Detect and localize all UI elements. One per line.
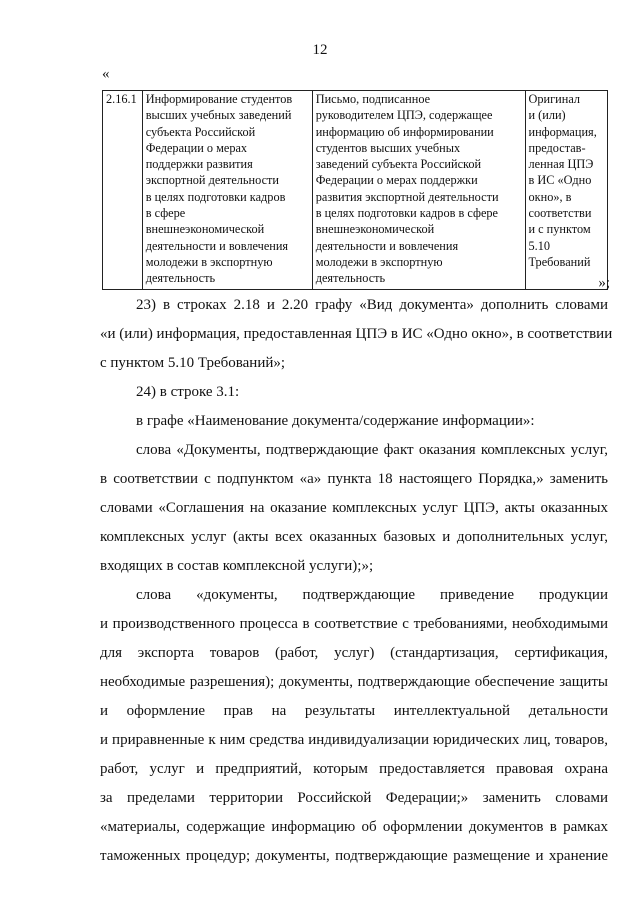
- type-line: ленная ЦПЭ: [528, 157, 594, 172]
- type-line: и с пунктом: [528, 222, 591, 237]
- row-number: 2.16.1: [106, 92, 137, 106]
- document-line: молодежи в экспортную: [315, 254, 443, 269]
- table-close-quote: »;: [598, 275, 610, 291]
- type-line: информация,: [528, 124, 597, 139]
- type-line: окно», в: [528, 189, 572, 204]
- table-row: [103, 91, 608, 290]
- name-line: поддержки развития: [145, 157, 253, 172]
- paragraph-line: слова «документы, подтверждающие приведение продукции: [136, 587, 608, 603]
- type-line: 5.10: [528, 238, 551, 253]
- paragraph-line: таможенных процедур; документы, подтверждающие размещение и хранение: [100, 848, 608, 864]
- paragraph-line: и приравненные к ним средства индивидуализации юридических лиц, товаров,: [100, 732, 608, 748]
- document-line: студентов высших учебных: [315, 140, 461, 155]
- table-open-quote: «: [102, 66, 110, 82]
- page-number: 12: [312, 42, 328, 58]
- paragraph-line: работ, услуг и предприятий, которым предоставляется правовая охрана: [100, 761, 608, 777]
- type-line: Оригинал: [528, 92, 581, 106]
- paragraph-line: «материалы, содержащие информацию об оформлении документов в рамках: [100, 819, 608, 835]
- name-line: экспортной деятельности: [145, 173, 279, 188]
- document-line: внешнеэкономической: [315, 222, 435, 237]
- row-name-cell: [142, 91, 312, 290]
- document-line: деятельности и вовлечения: [315, 238, 459, 253]
- row-number-cell: [103, 91, 143, 290]
- document-line: Письмо, подписанное: [315, 92, 431, 106]
- row-document-cell: [312, 91, 525, 290]
- row-type-cell: [525, 91, 608, 290]
- type-line: соответстви: [528, 206, 592, 221]
- paragraph-line: в графе «Наименование документа/содержание информации»:: [136, 413, 535, 429]
- paragraph-line: и оформление прав на результаты интеллектуальной детальности: [100, 703, 608, 719]
- document-line: деятельность: [315, 271, 386, 286]
- document-line: руководителем ЦПЭ, содержащее: [315, 108, 493, 123]
- paragraph-line: в соответствии с подпунктом «а» пункта 18 настоящего Порядка,» заменить: [100, 471, 608, 487]
- type-line: Требований: [528, 254, 591, 269]
- document-line: Федерации о мерах поддержки: [315, 173, 478, 188]
- document-line: информацию об информировании: [315, 124, 494, 139]
- name-line: Федерации о мерах: [145, 140, 248, 155]
- name-line: в целях подготовки кадров: [145, 189, 286, 204]
- paragraph-line: за пределами территории Российской Федерации;» заменить словами: [100, 790, 608, 806]
- name-line: субъекта Российской: [145, 124, 256, 139]
- document-line: заведений субъекта Российской: [315, 157, 482, 172]
- name-line: деятельность: [145, 271, 216, 286]
- name-line: деятельности и вовлечения: [145, 238, 289, 253]
- paragraph-line: 24) в строке 3.1:: [136, 384, 240, 400]
- name-line: высших учебных заведений: [145, 108, 292, 123]
- document-line: в целях подготовки кадров в сфере: [315, 206, 499, 221]
- name-line: молодежи в экспортную: [145, 254, 273, 269]
- paragraph-line: с пунктом 5.10 Требований»;: [100, 355, 286, 371]
- paragraph-line: необходимые разрешения); документы, подтверждающие обеспечение защиты: [100, 674, 608, 690]
- paragraph-line: для экспорта товаров (работ, услуг) (стандартизация, сертификация,: [100, 645, 608, 661]
- paragraph-line: словами «Соглашения на оказание комплексных услуг ЦПЭ, акты оказанных: [100, 500, 608, 516]
- amendment-table: [102, 90, 608, 290]
- type-line: в ИС «Одно: [528, 173, 592, 188]
- paragraph-line: комплексных услуг (акты всех оказанных базовых и дополнительных услуг,: [100, 529, 608, 545]
- type-line: и (или): [528, 108, 566, 123]
- name-line: внешнеэкономической: [145, 222, 265, 237]
- name-line: Информирование студентов: [145, 92, 293, 106]
- type-line: предостав-: [528, 140, 586, 155]
- paragraph-line: 23) в строках 2.18 и 2.20 графу «Вид документа» дополнить словами: [136, 297, 608, 313]
- name-line: в сфере: [145, 206, 186, 221]
- paragraph-line: слова «Документы, подтверждающие факт оказания комплексных услуг,: [136, 442, 608, 458]
- paragraph-line: и производственного процесса в соответствие с требованиями, необходимыми: [100, 616, 608, 632]
- paragraph-line: входящих в состав комплексной услуги);»;: [100, 558, 374, 574]
- paragraph-line: «и (или) информация, предоставленная ЦПЭ в ИС «Одно окно», в соответствии: [100, 326, 613, 342]
- document-line: развития экспортной деятельности: [315, 189, 499, 204]
